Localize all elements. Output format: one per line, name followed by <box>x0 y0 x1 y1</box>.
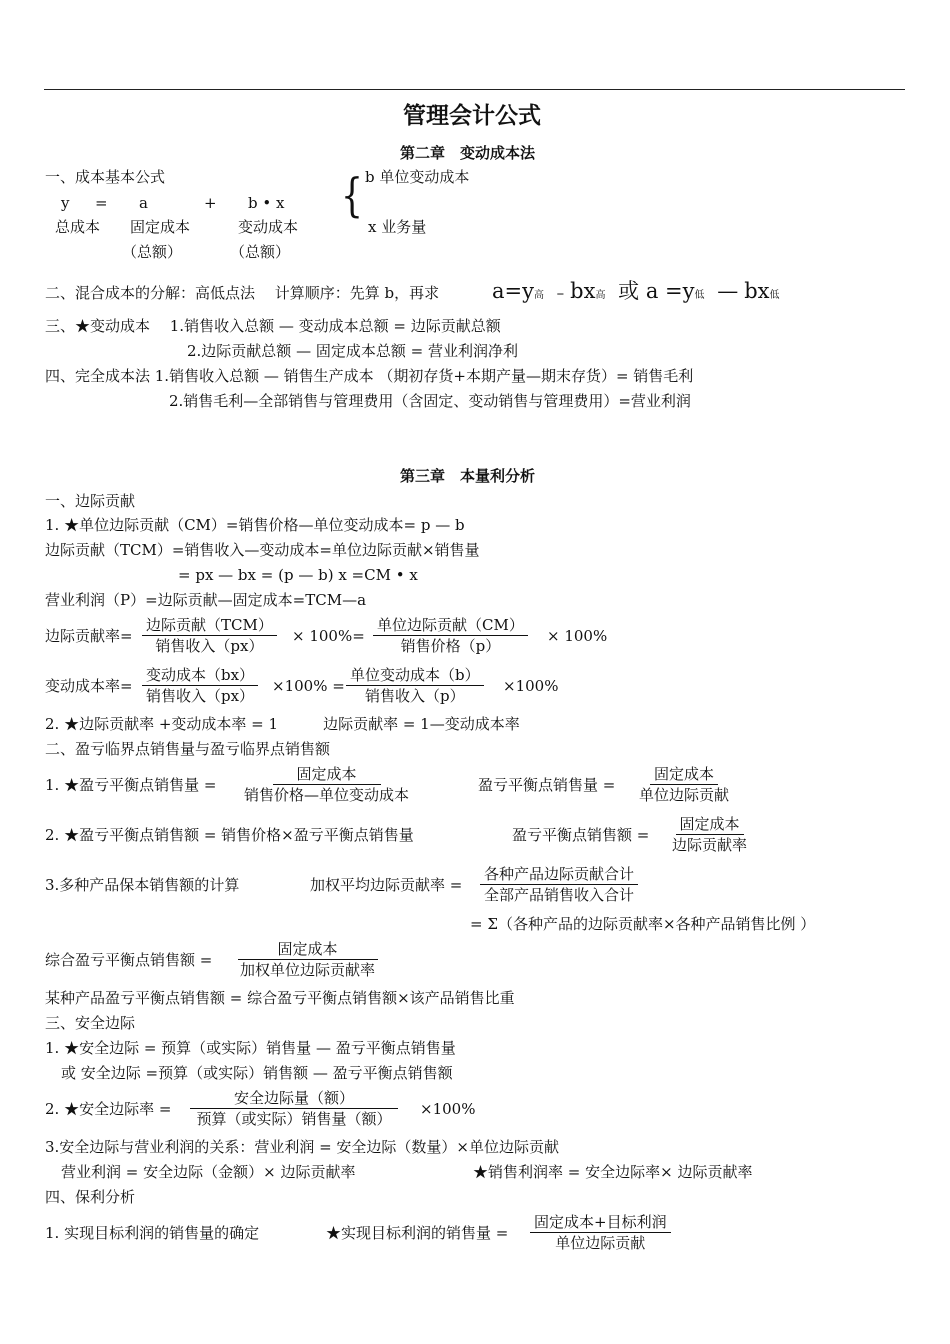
section-contribution: 一、边际贡献 <box>45 492 136 510</box>
left-brace: { <box>341 168 363 222</box>
chapter2-heading: 第二章 变动成本法 <box>400 144 536 162</box>
denominator: 单位边际贡献 <box>555 1234 646 1252</box>
vc-ratio-fraction-1 <box>142 668 258 704</box>
vc-ratio-tail: ×100% <box>503 677 559 695</box>
composite-bep-label: 综合盈亏平衡点销售额 = <box>45 951 213 969</box>
numerator: 安全边际量（额） <box>190 1091 398 1109</box>
target-profit-fraction <box>530 1215 671 1251</box>
vc-ratio-fraction-2 <box>346 668 484 704</box>
section-safety-margin: 三、安全边际 <box>45 1014 136 1032</box>
ratio-sum-line: 2. ★边际贡献率 +变动成本率 = 1 边际贡献率 = 1—变动成本率 <box>45 715 520 733</box>
weighted-cm-label: 加权平均边际贡献率 = <box>310 876 463 894</box>
bep-amount-line: 2. ★盈亏平衡点销售额 = 销售价格×盈亏平衡点销售量 <box>45 826 414 844</box>
target-profit-label: 1. 实现目标利润的销售量的确定 <box>45 1224 260 1242</box>
vc-ratio-mid: ×100% = <box>272 677 345 695</box>
safety-margin-line1: 1. ★安全边际 = 预算（或实际）销售量 — 盈亏平衡点销售量 <box>45 1039 456 1057</box>
numerator: 各种产品边际贡献合计 <box>480 867 638 885</box>
denominator: 全部产品销售收入合计 <box>484 886 635 904</box>
numerator: 固定成本+目标利润 <box>530 1215 671 1233</box>
weighted-cm-sum: = Σ（各种产品的边际贡献率×各种产品销售比例 ） <box>470 915 816 933</box>
formula-plus: + <box>204 194 217 212</box>
numerator: 单位变动成本（b） <box>346 668 484 686</box>
label-total-cost: 总成本 <box>55 218 101 236</box>
sales-profit-rate-line: ★销售利润率 = 安全边际率× 边际贡献率 <box>473 1163 753 1181</box>
page-title: 管理会计公式 <box>403 102 541 129</box>
tcm-line: 边际贡献（TCM）=销售收入—变动成本=单位边际贡献×销售量 <box>45 541 480 559</box>
numerator: 边际贡献（TCM） <box>142 618 277 636</box>
sub-high: 高 <box>595 290 606 301</box>
high-low-formula <box>492 281 779 302</box>
note-total-variable: （总额） <box>230 243 291 261</box>
margin-safety-ratio-label: 2. ★安全边际率 = <box>45 1100 172 1118</box>
denominator: 销售收入（px） <box>155 637 264 655</box>
formula-y: y <box>61 194 70 212</box>
numerator: 单位边际贡献（CM） <box>373 618 528 636</box>
variable-cost-line2: 2.边际贡献总额 — 固定成本总额 = 营业利润净利 <box>187 342 518 360</box>
denominator: 加权单位边际贡献率 <box>240 961 376 979</box>
profit-relation-line: 3.安全边际与营业利润的关系：营业利润 = 安全边际（数量）×单位边际贡献 <box>45 1138 559 1156</box>
bep-quantity-label: 1. ★盈亏平衡点销售量 = <box>45 776 217 794</box>
formula-a-low: a =y <box>645 279 695 303</box>
sub-low: 低 <box>694 290 705 301</box>
margin-safety-ratio-fraction <box>190 1091 398 1127</box>
bep-quantity-fraction <box>240 767 413 803</box>
bep-quantity2-fraction <box>635 767 733 803</box>
vc-ratio-label: 变动成本率= <box>45 677 133 695</box>
denominator: 销售收入（p） <box>365 687 465 705</box>
sub-high: 高 <box>533 290 544 301</box>
denominator: 销售价格—单位变动成本 <box>244 786 410 804</box>
product-bep-line: 某种产品盈亏平衡点销售额 = 综合盈亏平衡点销售额×该产品销售比重 <box>45 989 515 1007</box>
section-target-profit: 四、保利分析 <box>45 1188 136 1206</box>
numerator: 固定成本 <box>650 767 718 785</box>
bx-low: bx <box>744 279 770 303</box>
denominator: 销售收入（px） <box>146 687 255 705</box>
bep-quantity2-label: 盈亏平衡点销售量 = <box>478 776 616 794</box>
cm-ratio-label: 边际贡献率= <box>45 627 133 645</box>
formula-bx: b • x <box>248 194 285 212</box>
variable-cost-line1: 三、★变动成本 1.销售收入总额 — 变动成本总额 = 边际贡献总额 <box>45 317 501 335</box>
mixed-cost-line <box>45 286 439 301</box>
cm-ratio-tail: × 100% <box>547 627 608 645</box>
formula-eq: = <box>95 194 108 212</box>
absorption-cost-line1: 四、完全成本法 1.销售收入总额 — 销售生产成本 （期初存货+本期产量—期末存货）= 销售毛利 <box>45 367 694 385</box>
bx-high: bx <box>570 279 596 303</box>
numerator: 固定成本 <box>676 817 744 835</box>
numerator: 变动成本（bx） <box>142 668 258 686</box>
denominator: 边际贡献率 <box>672 836 748 854</box>
cm-ratio-mid: × 100%= <box>292 627 365 645</box>
weighted-cm-fraction <box>480 867 638 903</box>
dash: — <box>717 279 739 303</box>
brace-x-label: x 业务量 <box>368 218 427 236</box>
note-total-fixed: （总额） <box>122 243 183 261</box>
tcm-expansion: = px — bx = (p — b) x =CM • x <box>178 566 418 584</box>
denominator: 单位边际贡献 <box>639 786 730 804</box>
formula-a: a <box>139 194 148 212</box>
label-fixed-cost: 固定成本 <box>130 218 191 236</box>
chapter3-heading: 第三章 本量利分析 <box>400 467 536 485</box>
safety-margin-line2: 或 安全边际 =预算（或实际）销售额 — 盈亏平衡点销售额 <box>61 1064 453 1082</box>
numerator: 固定成本 <box>238 942 378 960</box>
bep-amount2-fraction <box>668 817 751 853</box>
denominator: 销售价格（p） <box>400 637 501 655</box>
or-word: 或 <box>618 279 640 303</box>
numerator: 固定成本 <box>273 767 381 785</box>
section-breakeven: 二、盈亏临界点销售量与盈亏临界点销售额 <box>45 740 331 758</box>
multi-product-label: 3.多种产品保本销售额的计算 <box>45 876 240 894</box>
unit-cm-line: 1. ★单位边际贡献（CM）=销售价格—单位变动成本= p — b <box>45 516 465 534</box>
margin-safety-ratio-tail: ×100% <box>420 1100 476 1118</box>
target-profit-label2: ★实现目标利润的销售量 = <box>326 1224 509 1242</box>
sub-low: 低 <box>769 290 780 301</box>
cost-formula-title: 一、成本基本公式 <box>45 168 166 186</box>
mixed-cost-text: 二、混合成本的分解：高低点法 计算顺序：先算 b，再求 <box>45 284 440 302</box>
bep-amount2-label: 盈亏平衡点销售额 = <box>512 826 650 844</box>
cm-ratio-fraction-2 <box>373 618 528 654</box>
absorption-cost-line2: 2.销售毛利—全部销售与管理费用（含固定、变动销售与管理费用）=营业利润 <box>169 392 691 410</box>
top-rule <box>44 89 905 90</box>
operating-profit-line: 营业利润（P）=边际贡献—固定成本=TCM—a <box>45 591 367 609</box>
denominator: 预算（或实际）销售量（额） <box>196 1110 392 1128</box>
dash: – <box>556 284 565 302</box>
profit-amount-line: 营业利润 = 安全边际（金额）× 边际贡献率 <box>61 1163 356 1181</box>
label-variable-cost: 变动成本 <box>238 218 299 236</box>
composite-bep-fraction <box>236 942 379 978</box>
cm-ratio-fraction-1 <box>142 618 277 654</box>
brace-b-label: b 单位变动成本 <box>365 168 470 186</box>
formula-a-high: a=y <box>492 279 534 303</box>
